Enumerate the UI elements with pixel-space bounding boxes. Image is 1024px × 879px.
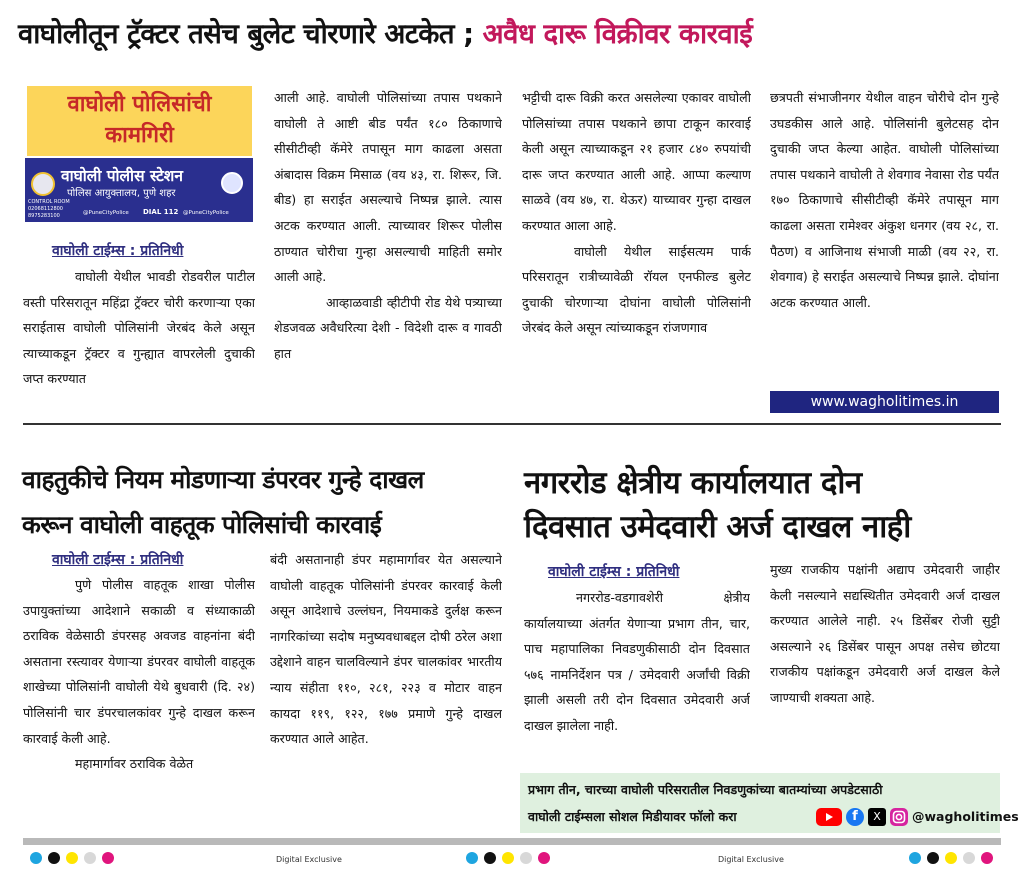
reg-dot (520, 852, 532, 864)
police-badge (27, 86, 252, 156)
right-column-2 (770, 557, 1000, 762)
sign-title: वाघोली पोलीस स्टेशन (61, 167, 183, 185)
sign-phone2: 8975283100 (28, 213, 60, 219)
left-byline: वाघोली टाईम्स : प्रतिनिधी (52, 552, 184, 568)
left-headline-line1: वाहतुकीचे नियम मोडणाऱ्या डंपरवर गुन्हे दाखल (22, 465, 424, 494)
top-column-1 (23, 264, 255, 416)
right-headline-line2: दिवसात उमेदवारी अर्ज दाखल नाही (524, 509, 911, 545)
sign-control-room: CONTROL ROOM (28, 199, 70, 205)
reg-dot (945, 852, 957, 864)
top-headline (18, 14, 752, 54)
sign-social1: @PuneCityPolice (83, 210, 129, 216)
reg-dot (502, 852, 514, 864)
paragraph: पुणे पोलीस वाहतूक शाखा पोलीस उपायुक्तांच्या आदेशाने सकाळी व संध्याकाळी ठराविक वेळेसाठी डंपरसह अवजड वाहनांना बंदी असताना रस्त्यावर येणाऱ्या डंपरवर वाघोली वाहतूक शाखेच्या पोलिसांनी वाघोली येथे बुधवारी (दि. २४) पोलिसांनी चार डंपरचालकांवर गुन्हे दाखल करून कारवाई केली आहे. (23, 577, 255, 746)
paragraph: नगररोड-वडगावशेरी क्षेत्रीय कार्यालयाच्या अंतर्गत येणाऱ्या प्रभाग तीन, चार, पाच महापालिका निवडणुकीसाठी दोन दिवसात ५७६ नामनिर्देशन पत्र / उमेदवारी अर्जांची विक्री झाली असली तरी दोन दिवसात उमेदवारी अर्ज दाखल झालेला नाही. (524, 590, 750, 733)
social-promo-box (520, 773, 1019, 833)
right-column-1 (524, 585, 750, 765)
paragraph: छत्रपती संभाजीनगर येथील वाहन चोरीचे दोन गुन्हे उघडकीस आले आहे. पोलिसांनी बुलेटसह दोन दुचाकी जप्त केल्या आहेत. वाघोली पोलिसांच्या तपास पथकाने वाघोली ते शेवगाव नेवासा रोड पर्यंत १७० ठिकाणाचे सीसीटीव्ही कॅमेरे तपासून माग काढला असता रामेश्वर अंकुश धनगर (वय २८, रा. पैठण) व आजिनाथ संभाजी माळी (वय २२, रा. शेवगाव) हे सराईत असल्याचे निष्पन्न झाले. दोघांना अटक करण्यात आली. (770, 90, 999, 310)
reg-dot (484, 852, 496, 864)
reg-dot (466, 852, 478, 864)
facebook-icon[interactable]: f (846, 808, 864, 826)
website-link[interactable]: www.wagholitimes.in (770, 391, 999, 413)
youtube-icon[interactable] (816, 808, 842, 826)
top-column-4 (770, 85, 999, 391)
sign-social2: @PuneCityPolice (183, 210, 229, 216)
police-station-photo (25, 158, 253, 222)
reg-dot (927, 852, 939, 864)
reg-dot (963, 852, 975, 864)
instagram-icon[interactable] (890, 808, 908, 826)
registration-marks-center (466, 852, 550, 864)
top-headline-part2: अवैध दारू विक्रीवर कारवाई (482, 18, 753, 50)
reg-dot (84, 852, 96, 864)
right-byline: वाघोली टाईम्स : प्रतिनिधी (548, 564, 680, 580)
promo-line1: प्रभाग तीन, चारच्या वाघोली परिसरातील निवडणुकांच्या बातम्यांच्या अपडेटसाठी (528, 782, 883, 797)
left-column-1 (23, 572, 255, 830)
paragraph: आव्हाळवाडी व्हीटीपी रोड येथे पत्र्याच्या शेडजवळ अवैधरित्या देशी - विदेशी दारू व गावठी हात (274, 294, 502, 361)
reg-dot (981, 852, 993, 864)
reg-dot (48, 852, 60, 864)
footer-label-left: Digital Exclusive (276, 855, 342, 864)
reg-dot (30, 852, 42, 864)
paragraph: बंदी असतानाही डंपर महामार्गावर येत असल्याने वाघोली वाहतूक पोलिसांनी डंपरवर कारवाई केली असून आदेशाचे उल्लंघन, नियमाकडे दुर्लक्ष करून नागरिकांच्या सदोष मनुष्यवधाबद्दल दोषी ठरेल अशा उद्देशाने वाहन चालविल्याने डंपर चालकांवर भारतीय न्याय संहीता ११०, २८१, २२३ व मोटार वाहन कायदा ११९, १२२, १७७ प्रमाणे गुन्हे दाखल करण्यात आले आहेत. (270, 552, 502, 747)
right-headline-line1: नगररोड क्षेत्रीय कार्यालयात दोन (524, 465, 862, 501)
sign-dial: DIAL 112 (143, 208, 179, 216)
footer-bar (23, 838, 1001, 845)
reg-dot (538, 852, 550, 864)
sign-subtitle: पोलिस आयुक्तालय, पुणे शहर (67, 188, 176, 199)
police-emblem-icon (31, 172, 55, 196)
section-divider (23, 423, 1001, 425)
paragraph: वाघोली येथील साईसत्यम पार्क परिसरातून रात्रीच्यावेळी रॉयल एनफील्ड बुलेट दुचाकी चोरणाऱ्या दोघांना वाघोली पोलिसांनी जेरबंद केले असून त्यांच्याकडून रांजणगाव (522, 243, 751, 336)
sign-phone1: 02068112800 (28, 206, 63, 212)
reg-dot (909, 852, 921, 864)
top-headline-part1: वाघोलीतून ट्रॅक्टर तसेच बुलेट चोरणारे अटकेत ; (18, 18, 474, 50)
reg-dot (66, 852, 78, 864)
registration-marks-right (909, 852, 993, 864)
footer-label-right: Digital Exclusive (718, 855, 784, 864)
top-column-2 (274, 85, 502, 415)
x-twitter-icon[interactable]: X (868, 808, 886, 826)
left-headline-line2: करून वाघोली वाहतूक पोलिसांची कारवाई (22, 510, 382, 539)
social-handle[interactable]: @wagholitimes (912, 809, 1019, 824)
paragraph: भट्टीची दारू विक्री करत असलेल्या एकावर वाघोली पोलिसांच्या तपास पथकाने छापा टाकून कारवाई केली असून त्याच्याकडून २१ हजार ८४० रुपयांची दारू जप्त करण्यात आली आहे. आप्पा कल्याण साळवे (वय ४७, रा. थेऊर) याच्यावर गुन्हा दाखल करण्यात आला आहे. (522, 90, 751, 233)
paragraph: वाघोली येथील भावडी रोडवरील पाटील वस्ती परिसरातून महिंद्रा ट्रॅक्टर चोरी करणाऱ्या एका सराईतास वाघोली पोलिसांनी जेरबंद केले असून त्याच्याकडून ट्रॅक्टर व गुन्ह्यात वापरलेली दुचाकी जप्त करण्यात (23, 269, 255, 387)
badge-line2: कामगिरी (105, 123, 174, 148)
reg-dot (102, 852, 114, 864)
badge-line1: वाघोली पोलिसांची (67, 92, 212, 117)
top-column-3 (522, 85, 751, 415)
paragraph: आली आहे. वाघोली पोलिसांच्या तपास पथकाने वाघोली ते आष्टी बीड पर्यंत १८० ठिकाणाचे सीसीटीव्ही कॅमेरे तपासून माग काढला असता अंबादास विक्रम मिसाळ (वय ४३, रा. शिरूर, जि. बीड) हा सराईत असल्याचे निष्पन्न झाले. त्यास अटक करण्यात आली. त्याच्यावर शिरूर पोलीस ठाण्यात चोरीचा गुन्हा असल्याची माहिती समोर आली आहे. (274, 90, 502, 285)
police-logo-right-icon (221, 172, 243, 194)
left-column-2 (270, 547, 502, 831)
paragraph: महामार्गावर ठराविक वेळेत (75, 756, 194, 772)
top-byline: वाघोली टाईम्स : प्रतिनिधी (52, 243, 184, 259)
promo-line2: वाघोली टाईम्सला सोशल मिडीयावर फॉलो करा (528, 809, 737, 824)
paragraph: मुख्य राजकीय पक्षांनी अद्याप उमेदवारी जाहीर केली नसल्याने सद्यस्थितीत उमेदवारी अर्ज दाखल करण्यात आलेले नाही. २५ डिसेंबर रोजी सुट्टी असल्याने २६ डिसेंबर पासून अपक्ष तसेच छोटया राजकीय पक्षांकडून उमेदवारी अर्ज दाखल केले जाण्याची शक्यता आहे. (770, 562, 1000, 705)
registration-marks-left (30, 852, 114, 864)
